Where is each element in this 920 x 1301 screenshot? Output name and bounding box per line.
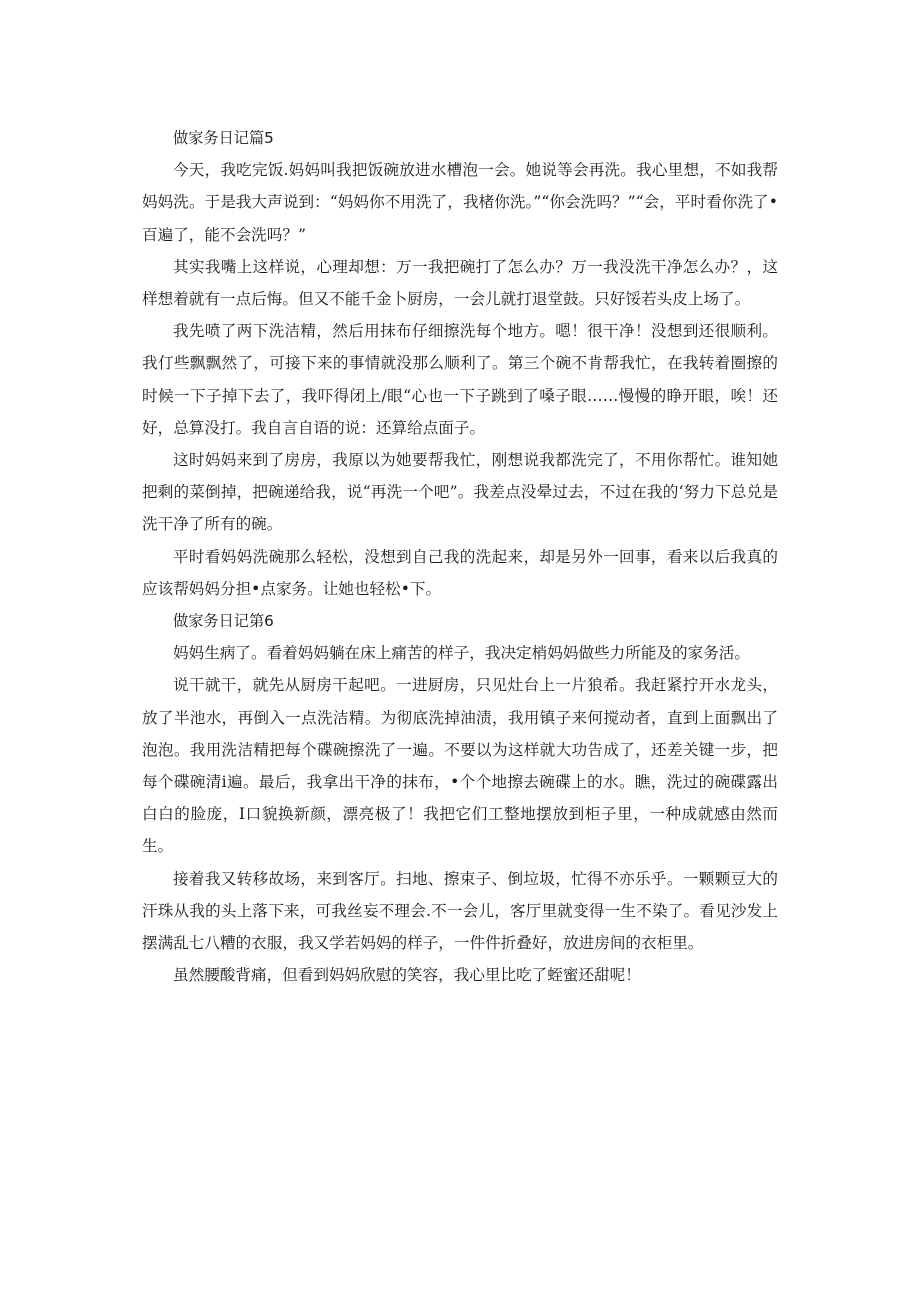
paragraph: 虽然腰酸背痛，但看到妈妈欣慰的笑容，我心里比吃了蛭蜜还甜呢！ bbox=[173, 966, 641, 985]
section-diary-6 bbox=[142, 605, 778, 991]
paragraph: 其实我嘴上这样说，心理却想：万一我把碗打了怎么办？万一我没洗干净怎么办？，这样想着就有一点后悔。但又不能千金卜厨房，一会儿就打退堂鼓。只好馁若头皮上场了。 bbox=[142, 257, 778, 309]
paragraph: 平时看妈妈洗碗那么轻松，没想到自己我的洗起来，却是另外一回事，看来以后我真的应该帮妈妈分担•点家务。让她也轻松•下。 bbox=[142, 547, 778, 598]
section-heading: 做家务日记篇5 bbox=[173, 129, 274, 147]
paragraph: 今天，我吃完饭.妈妈叫我把饭碗放进水槽泡一会。她说等会再洗。我心里想，不如我帮妈妈洗。于是我大声说到：“妈妈你不用洗了，我楮你洗。”“你会洗吗？”“会，平时看你洗了•百遍了，能不会洗吗？” bbox=[142, 161, 778, 244]
document-page bbox=[142, 122, 778, 991]
paragraph: 接着我又转移故场，来到客厅。扫地、擦束子、倒垃圾，忙得不亦乐乎。一颗颗豆大的汗珠从我的头上落下来，可我丝妄不理会.不一会儿，客厅里就变得一生不染了。看见沙发上摆满乱七八糟的衣服，我又学若妈妈的样子，一件件折叠好，放进房间的衣柜里。 bbox=[142, 869, 778, 953]
paragraph: 我先喷了两下洗洁精，然后用抹布仔细擦洗每个地方。嗯！很干净！没想到还很顺利。我仃些飘飘然了，可接下来的事情就没那么顺利了。第三个碗不肯帮我忙，在我转着圈擦的时候一下子掉下去了，我吓得闭上/眼“心也一下子跳到了嗓子眼……慢慢的睁开眼，唉！还好，总算没打。我自言自语的说：还算给点面子。 bbox=[142, 322, 778, 437]
section-diary-5 bbox=[142, 122, 778, 605]
paragraph: 妈妈生病了。看着妈妈躺在床上痛苦的样子，我决定梢妈妈做些力所能及的家务活。 bbox=[173, 644, 750, 663]
section-heading: 做家务日记第6 bbox=[173, 612, 274, 631]
paragraph: 这时妈妈来到了房房，我原以为她要帮我忙，刚想说我都洗完了，不用你帮忙。谁知她把剩的菜倒掉，把碗递给我，说“再洗一个吧”。我差点没晕过去，不过在我的‘努力下总兑是洗干净了所有的碗。 bbox=[142, 451, 778, 534]
paragraph: 说干就干，就先从厨房干起吧。一进厨房，只见灶台上一片狼希。我赶紧拧开水龙头，放了半池水，再倒入一点洗洁精。为彻底洗掉油渍，我用镇子来何搅动者，直到上面飘出了泡泡。我用洗洁精把每个碟碗擦洗了一遍。不要以为这样就大功告成了，还差关键一步，把每个碟碗清i遍。最后，我拿出干净的抹布，•个个地擦去碗碟上的水。瞧，洗过的碗碟露出白白的脸庞，I口貌换新颜，漂亮极了！我把它们工整地摆放到柜子里，一种成就感由然而生。 bbox=[142, 676, 778, 856]
